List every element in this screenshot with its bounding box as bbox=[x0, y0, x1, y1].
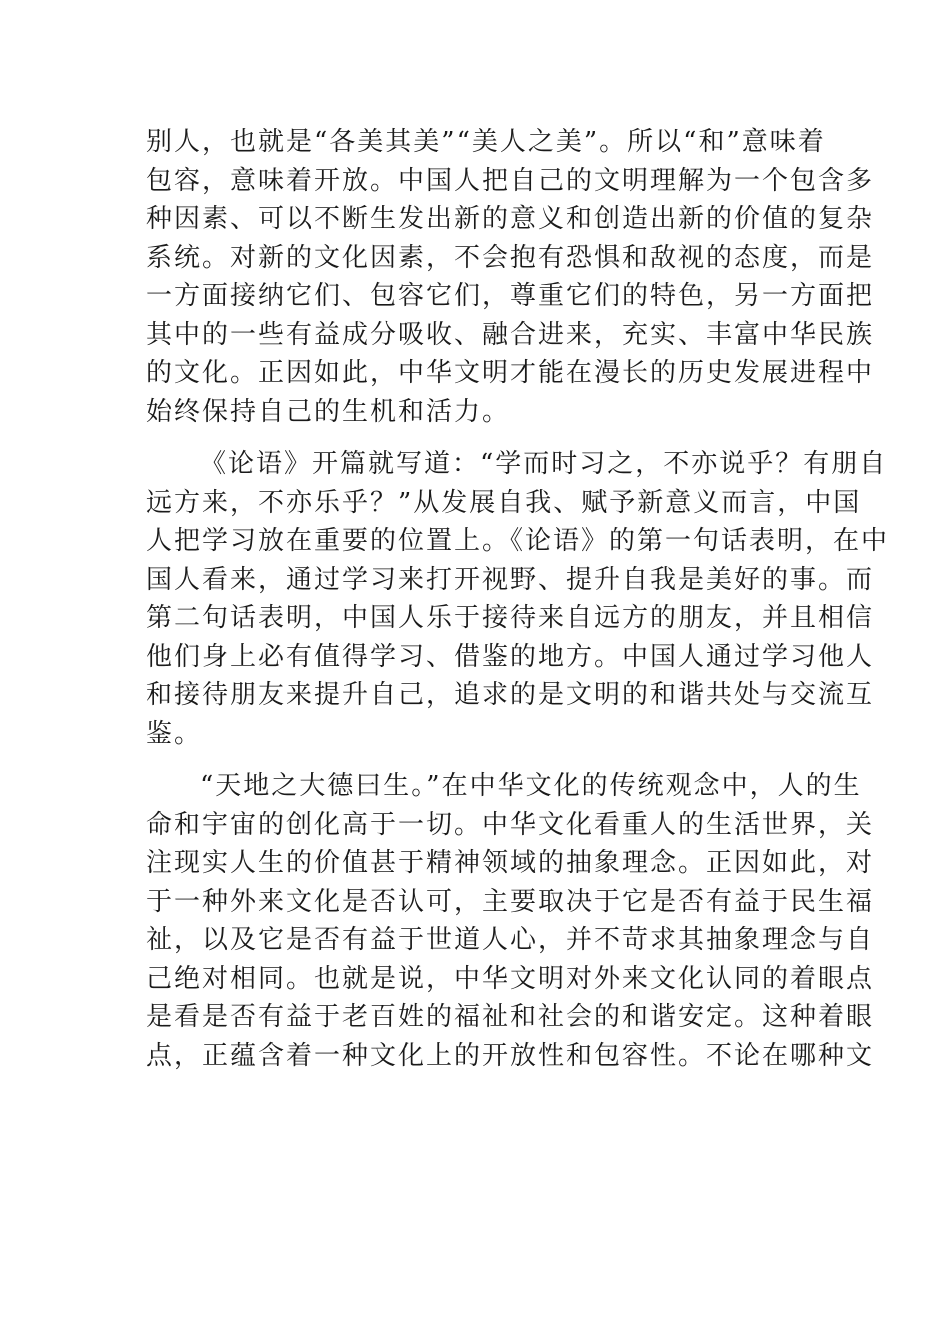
text-line: 人把学习放在重要的位置上。《论语》的第一句话表明，在中 bbox=[146, 526, 890, 556]
text-line: 远方来，不亦乐乎？”从发展自我、赋予新意义而言，中国 bbox=[146, 487, 862, 518]
text-line: 其中的一些有益成分吸收、融合进来，充实、丰富中华民族 bbox=[146, 319, 875, 350]
text-line: 和接待朋友来提升自己，追求的是文明的和谐共处与交流互 bbox=[146, 680, 875, 710]
text-line: 祉，以及它是否有益于世道人心，并不苛求其抽象理念与自 bbox=[146, 925, 875, 955]
text-line: 命和宇宙的创化高于一切。中华文化看重人的生活世界，关 bbox=[146, 809, 875, 840]
text-line: 包容，意味着开放。中国人把自己的文明理解为一个包含多 bbox=[146, 165, 875, 196]
text-line: 注现实人生的价值甚于精神领域的抽象理念。正因如此，对 bbox=[146, 848, 875, 878]
text-line: 的文化。正因如此，中华文明才能在漫长的历史发展进程中 bbox=[146, 358, 875, 388]
text-line: 一方面接纳它们、包容它们，尊重它们的特色，另一方面把 bbox=[146, 281, 875, 311]
text-line: 第二句话表明，中国人乐于接待来自远方的朋友，并且相信 bbox=[146, 603, 875, 633]
body-text bbox=[146, 123, 890, 1075]
text-line: 别人，也就是“各美其美”“美人之美”。所以“和”意味着 bbox=[146, 127, 826, 157]
text-line: 点，正蕴含着一种文化上的开放性和包容性。不论在哪种文 bbox=[146, 1040, 875, 1071]
text-line: 国人看来，通过学习来打开视野、提升自我是美好的事。而 bbox=[146, 564, 875, 595]
paragraph-1 bbox=[146, 123, 875, 431]
text-line: 鉴。 bbox=[146, 718, 203, 749]
text-line: 是看是否有益于老百姓的福祉和社会的和谐安定。这种着眼 bbox=[146, 1002, 875, 1032]
paragraph-2 bbox=[146, 445, 890, 753]
text-line: 始终保持自己的生机和活力。 bbox=[146, 396, 511, 427]
paragraph-3 bbox=[146, 767, 875, 1075]
text-line: 系统。对新的文化因素，不会抱有恐惧和敌视的态度，而是 bbox=[146, 242, 875, 273]
text-line: 他们身上必有值得学习、借鉴的地方。中国人通过学习他人 bbox=[146, 641, 875, 672]
text-line: 《论语》开篇就写道：“学而时习之，不亦说乎？有朋自 bbox=[200, 449, 888, 479]
text-line: “天地之大德曰生。”在中华文化的传统观念中，人的生 bbox=[200, 771, 862, 801]
text-line: 于一种外来文化是否认可，主要取决于它是否有益于民生福 bbox=[146, 886, 875, 917]
text-line: 种因素、可以不断生发出新的意义和创造出新的价值的复杂 bbox=[146, 204, 875, 234]
text-line: 己绝对相同。也就是说，中华文明对外来文化认同的着眼点 bbox=[146, 963, 875, 994]
